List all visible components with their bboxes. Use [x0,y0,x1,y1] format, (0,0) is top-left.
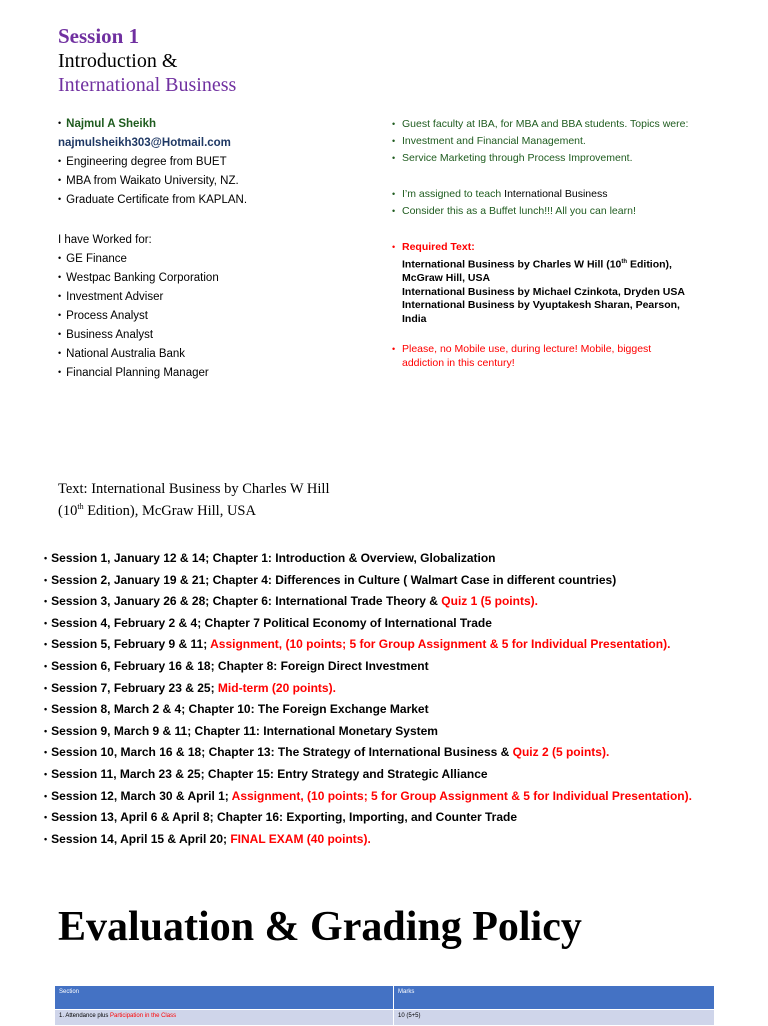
credential-item: • Engineering degree from BUET [58,153,247,172]
required-book-czinkota: International Business by Michael Czinkota, Dryden USA [402,285,685,298]
schedule-item: • Session 12, March 30 & April 1; Assignment, (10 points; 5 for Group Assignment & 5 for Individual Presentation). [44,786,692,808]
credential-item: • Graduate Certificate from KAPLAN. [58,191,247,210]
guest-faculty-section [392,116,722,167]
instructor-name: • Najmul A Sheikh [58,115,247,134]
column-header-section: Section [55,986,394,1010]
worked-heading: I have Worked for: [58,234,152,246]
employer-item: • National Australia Bank [58,345,219,364]
employer-item: • Financial Planning Manager [58,364,219,383]
employer-item: • Investment Adviser [58,288,219,307]
schedule-item: • Session 4, February 2 & 4; Chapter 7 Political Economy of International Trade [44,613,692,635]
schedule-item: • Session 10, March 16 & 18; Chapter 13: The Strategy of International Business & Quiz 2 (5 points). [44,742,692,764]
schedule-item: • Session 11, March 23 & 25; Chapter 15: Entry Strategy and Strategic Alliance [44,764,692,786]
session-title: Session 1 [58,24,140,48]
mobile-policy-note: • Please, no Mobile use, during lecture! Mobile, biggest addiction in this century! [392,342,692,370]
table-row [55,1010,715,1026]
schedule-item: • Session 6, February 16 & 18; Chapter 8: Foreign Direct Investment [44,656,692,678]
schedule-item: • Session 9, March 9 & 11; Chapter 11: International Monetary System [44,721,692,743]
employer-item: • Westpac Banking Corporation [58,269,219,288]
buffet-note: • Consider this as a Buffet lunch!!! All you can learn! [392,203,722,220]
assignment-section [392,186,722,220]
required-book-sharan: International Business by Vyuptakesh Sharan, Pearson, India [402,299,680,325]
mobile-policy-section [392,342,692,370]
schedule-item: • Session 7, February 23 & 25; Mid-term (20 points). [44,678,692,700]
credential-item: • MBA from Waikato University, NZ. [58,172,247,191]
assigned-course-note: • I’m assigned to teach International Business [392,186,722,203]
evaluation-heading: Evaluation & Grading Policy [58,904,582,950]
session-subtitle-course: International Business [58,74,237,96]
schedule-item: • Session 8, March 2 & 4; Chapter 10: The Foreign Exchange Market [44,699,692,721]
topic-item: • Investment and Financial Management. [392,133,722,150]
schedule-item: • Session 13, April 6 & April 8; Chapter 16: Exporting, Importing, and Counter Trade [44,807,692,829]
table-header-row [55,986,715,1010]
table-cell-section: 1. Attendance plus Participation in the Class [55,1010,394,1026]
schedule-item: • Session 1, January 12 & 14; Chapter 1: Introduction & Overview, Globalization [44,548,692,570]
session-subtitle-intro: Introduction & [58,50,178,72]
instructor-email[interactable]: najmulsheikh303@Hotmail.com [58,137,231,149]
employer-item: • GE Finance [58,250,219,269]
required-text-label: • Required Text: [392,239,732,256]
guest-faculty-note: • Guest faculty at IBA, for MBA and BBA students. Topics were: [392,116,722,133]
topic-item: • Service Marketing through Process Improvement. [392,150,722,167]
employer-item: • Business Analyst [58,326,219,345]
required-text-section [392,239,732,326]
table-cell-marks: 10 (5+5) [394,1010,715,1026]
work-history-section [58,231,219,383]
schedule-item: • Session 3, January 26 & 28; Chapter 6: International Trade Theory & Quiz 1 (5 points). [44,591,692,613]
column-header-marks: Marks [394,986,715,1010]
schedule-item: • Session 14, April 15 & April 20; FINAL EXAM (40 points). [44,829,692,851]
instructor-section [58,115,247,210]
grading-table [54,985,715,1026]
schedule-item: • Session 2, January 19 & 21; Chapter 4: Differences in Culture ( Walmart Case in different countries) [44,570,692,592]
session-schedule [44,548,692,850]
textbook-reference: Text: International Business by Charles W Hill (10th Edition), McGraw Hill, USA [58,481,330,519]
required-book-hill: International Business by Charles W Hill (10th Edition), McGraw Hill, USA [402,258,672,284]
schedule-item: • Session 5, February 9 & 11; Assignment, (10 points; 5 for Group Assignment & 5 for Individual Presentation). [44,634,692,656]
employer-item: • Process Analyst [58,307,219,326]
